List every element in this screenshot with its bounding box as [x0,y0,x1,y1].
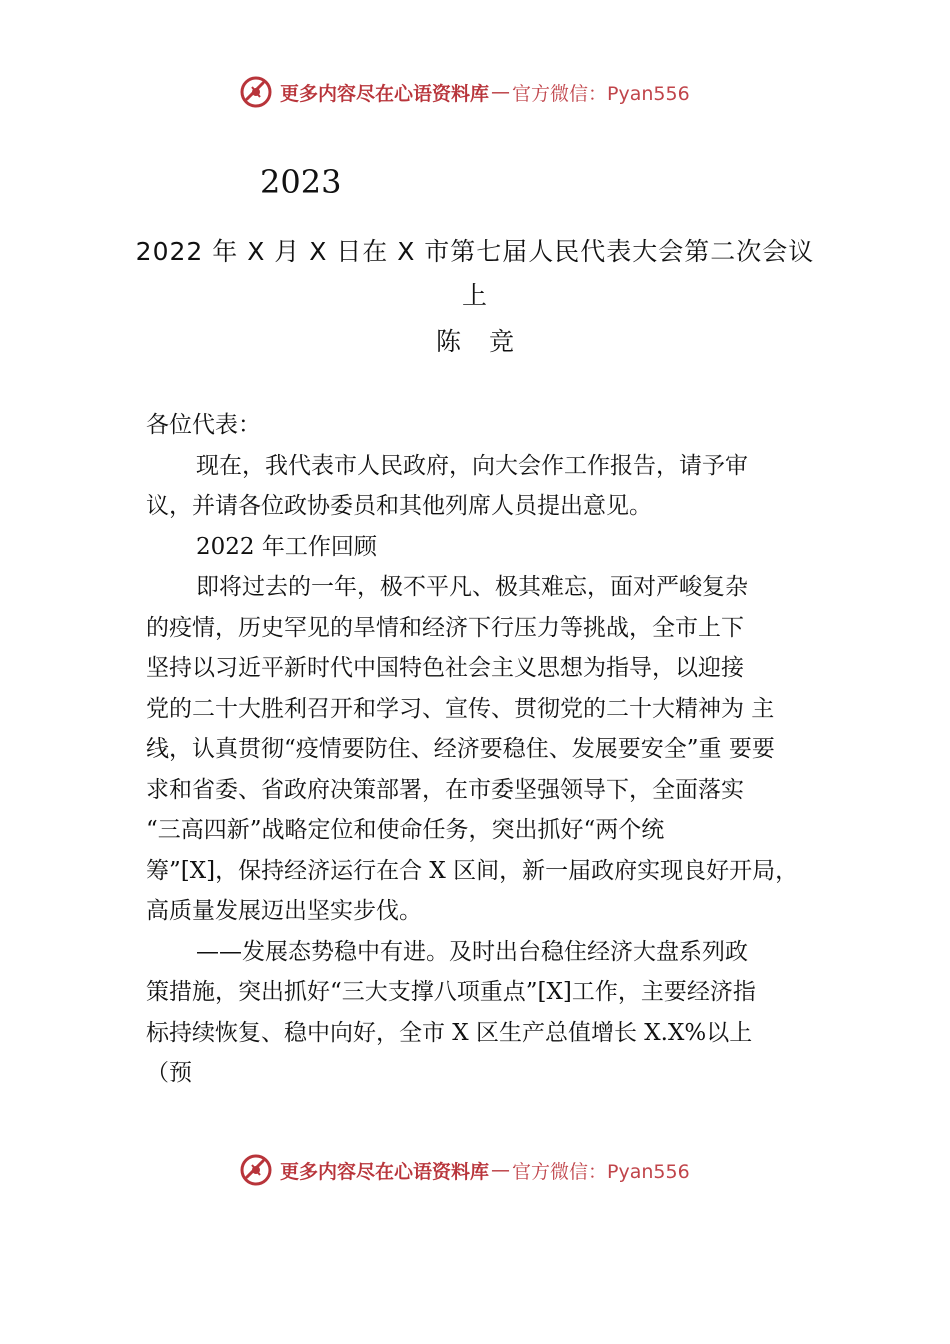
paragraph-line: 议，并请各位政协委员和其他列席人员提出意见。 [146,493,652,519]
paragraph-line: 的疫情，历史罕见的旱情和经济下行压力等挑战，全市上下 [146,614,744,641]
paragraph-line: “三高四新”战略定位和使命任务，突出抓好“两个统 [146,817,665,843]
watermark-bottom [238,1150,690,1190]
watermark-text: 更多内容尽在心语资料库 [280,82,490,105]
watermark-dash: — [491,81,511,103]
paragraph-line: 现在，我代表市人民政府，向大会作工作报告，请予审 [196,452,748,479]
watermark-wechat: 官方微信：Pyan556 [512,1160,690,1183]
paragraph-line: 筹”[X]，保持经济运行在合 X 区间，新一届政府实现良好开局， [146,857,799,884]
paragraph-line: 求和省委、省政府决策部署，在市委坚强领导下，全面落实 [146,776,744,803]
watermark-top [238,72,690,112]
section-heading: 2022 年工作回顾 [196,533,377,560]
salutation: 各位代表： [146,412,261,438]
author-name [0,322,950,358]
paragraph-line: （预 [146,1060,192,1086]
paragraph-line: ——发展态势稳中有进。及时出台稳住经济大盘系列政 [196,938,748,965]
paragraph-line: 党的二十大胜利召开和学习、宣传、贯彻党的二十大精神为 主 [146,695,775,722]
watermark-text: 更多内容尽在心语资料库 [280,1160,490,1183]
paragraph-line: 即将过去的一年，极不平凡、极其难忘，面对严峻复杂 [196,574,748,600]
paragraph-line: 策措施，突出抓好“三大支撑八项重点”[X]工作，主要经济指 [146,979,756,1005]
title-line-2: 上 [461,281,488,310]
author-given: 陈 [435,327,461,356]
brand-logo-icon [238,1152,274,1188]
paragraph-line: 标持续恢复、稳中向好，全市 X 区生产总值增长 X.X%以上 [146,1019,753,1046]
watermark-dash: — [491,1159,511,1181]
author-family: 竞 [489,327,515,356]
report-body [146,405,836,1094]
report-year: 2023 [260,163,342,201]
paragraph-line: 高质量发展迈出坚实步伐。 [146,898,422,924]
brand-logo-icon [238,74,274,110]
watermark-wechat: 官方微信：Pyan556 [512,82,690,105]
paragraph-line: 线，认真贯彻“疫情要防住、经济要稳住、发展要安全”重 要要 [146,736,775,762]
title-line-1: 2022 年 X 月 X 日在 X 市第七届人民代表大会第二次会议 [135,237,815,266]
paragraph-line: 坚持以习近平新时代中国特色社会主义思想为指导，以迎接 [146,655,744,681]
